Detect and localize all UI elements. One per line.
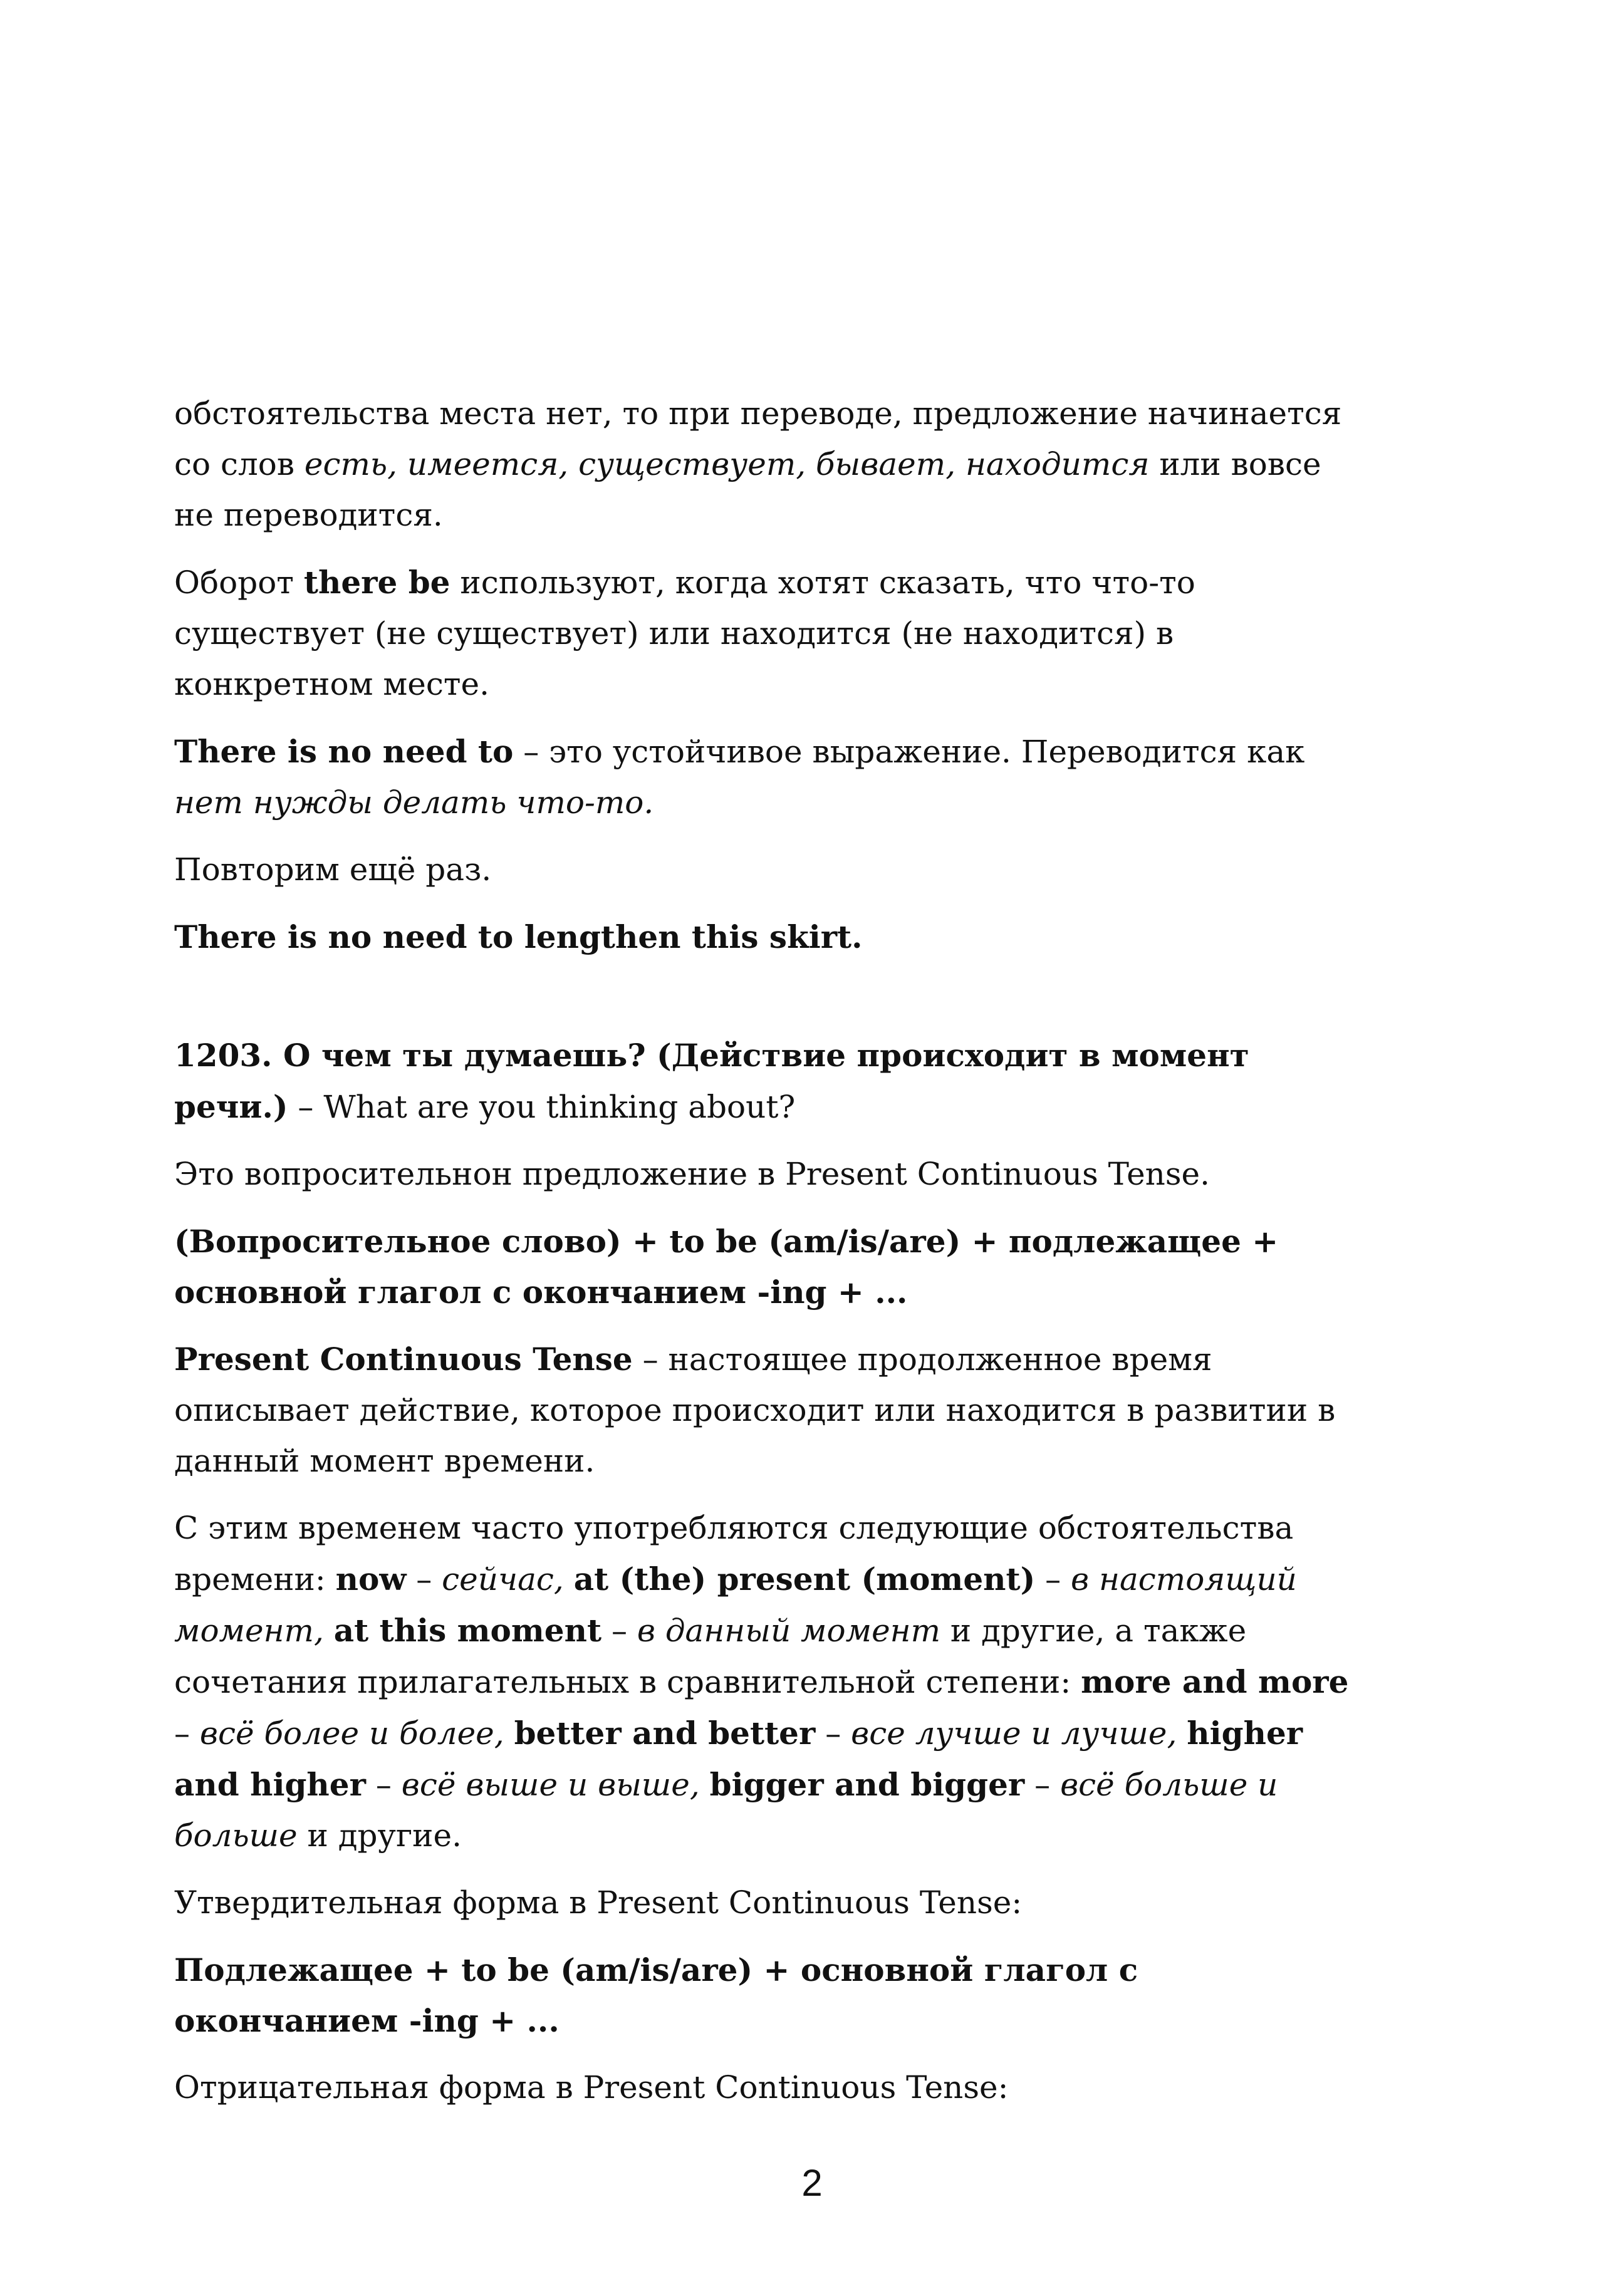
text: – настоящее продолженное время описывает действие, которое происходит или находится в развитии в данный момент времени. xyxy=(174,1341,1336,1479)
text: используют, когда хотят сказать, что что-то существует (не существует) или находится (не находится) в конкретном месте. xyxy=(174,564,1195,702)
text: обстоятельства места нет, то при переводе, предложение начинается со слов xyxy=(174,395,1342,482)
exercise-1203 xyxy=(174,1030,1365,1133)
paragraph-there-be xyxy=(174,557,1365,710)
bold-text: at this moment xyxy=(333,1612,602,1649)
bold-text: bigger and bigger xyxy=(709,1766,1025,1803)
text: Оборот xyxy=(174,564,304,601)
page-body xyxy=(174,388,1365,2129)
bold-text: There is no need to xyxy=(174,733,514,770)
bold-text: better and better xyxy=(514,1715,816,1752)
paragraph-negative-label: Отрицательная форма в Present Continuous Tense: xyxy=(174,2069,1009,2106)
paragraph-affirmative-label: Утвердительная форма в Present Continuous Tense: xyxy=(174,1884,1023,1921)
paragraph-time-markers xyxy=(174,1503,1365,1861)
paragraph-definition xyxy=(174,1334,1365,1487)
text: – xyxy=(1024,1767,1061,1803)
bold-text: at (the) present (moment) xyxy=(573,1561,1036,1597)
text: – xyxy=(815,1715,851,1752)
bold-text: now xyxy=(335,1561,407,1597)
text: С этим временем часто употребляются следующие обстоятельства времени: xyxy=(174,1510,1294,1597)
italic-text: все лучше и лучше, xyxy=(851,1715,1177,1752)
text: и другие. xyxy=(297,1817,462,1854)
paragraph-repeat: Повторим ещё раз. xyxy=(174,851,492,888)
text: – xyxy=(1035,1561,1071,1597)
section-spacer xyxy=(174,979,1365,1030)
paragraph-no-need-to xyxy=(174,726,1365,828)
paragraph-translation-note xyxy=(174,388,1365,541)
formula-question: (Вопросительное слово) + to be (am/is/are) + подлежащее + основной глагол с окончанием -ing + ... xyxy=(174,1223,1279,1311)
page-number: 2 xyxy=(801,2162,823,2204)
bold-text: higher and higher xyxy=(174,1715,1303,1803)
text xyxy=(504,1715,514,1752)
paragraph-question-type: Это вопросительнон предложение в Present Continuous Tense. xyxy=(174,1156,1210,1192)
italic-text: всё больше и больше xyxy=(174,1767,1278,1854)
italic-text: есть, имеется, существует, бывает, находится xyxy=(304,446,1150,482)
text: и другие, а также сочетания прилагательных в сравнительной степени: xyxy=(174,1613,1247,1700)
bold-text: Present Continuous Tense xyxy=(174,1341,633,1378)
text: – это устойчивое выражение. Переводится как xyxy=(513,734,1305,770)
italic-text: в данный момент xyxy=(637,1613,941,1649)
exercise-heading: 1203. О чем ты думаешь? (Действие происходит в момент речи.) xyxy=(174,1037,1249,1125)
formula-affirmative: Подлежащее + to be (am/is/are) + основной глагол с окончанием -ing + ... xyxy=(174,1951,1138,2039)
italic-text: сейчас, xyxy=(442,1561,564,1597)
text xyxy=(700,1767,710,1803)
text: – xyxy=(601,1613,637,1649)
italic-text: всё выше и выше, xyxy=(401,1767,700,1803)
text: или вовсе не переводится. xyxy=(174,446,1321,533)
text: – xyxy=(406,1561,442,1597)
italic-text: нет нужды делать что-то. xyxy=(174,784,654,821)
text: – xyxy=(365,1767,402,1803)
text: – xyxy=(174,1715,200,1752)
text xyxy=(564,1561,574,1597)
exercise-answer: – What are you thinking about? xyxy=(288,1089,796,1125)
italic-text: в настоящий момент, xyxy=(174,1561,1297,1649)
text xyxy=(324,1613,334,1649)
example-sentence: There is no need to lengthen this skirt. xyxy=(174,918,863,955)
bold-text: there be xyxy=(303,564,450,601)
text xyxy=(1177,1715,1187,1752)
bold-text: more and more xyxy=(1081,1663,1349,1700)
italic-text: всё более и более, xyxy=(199,1715,504,1752)
